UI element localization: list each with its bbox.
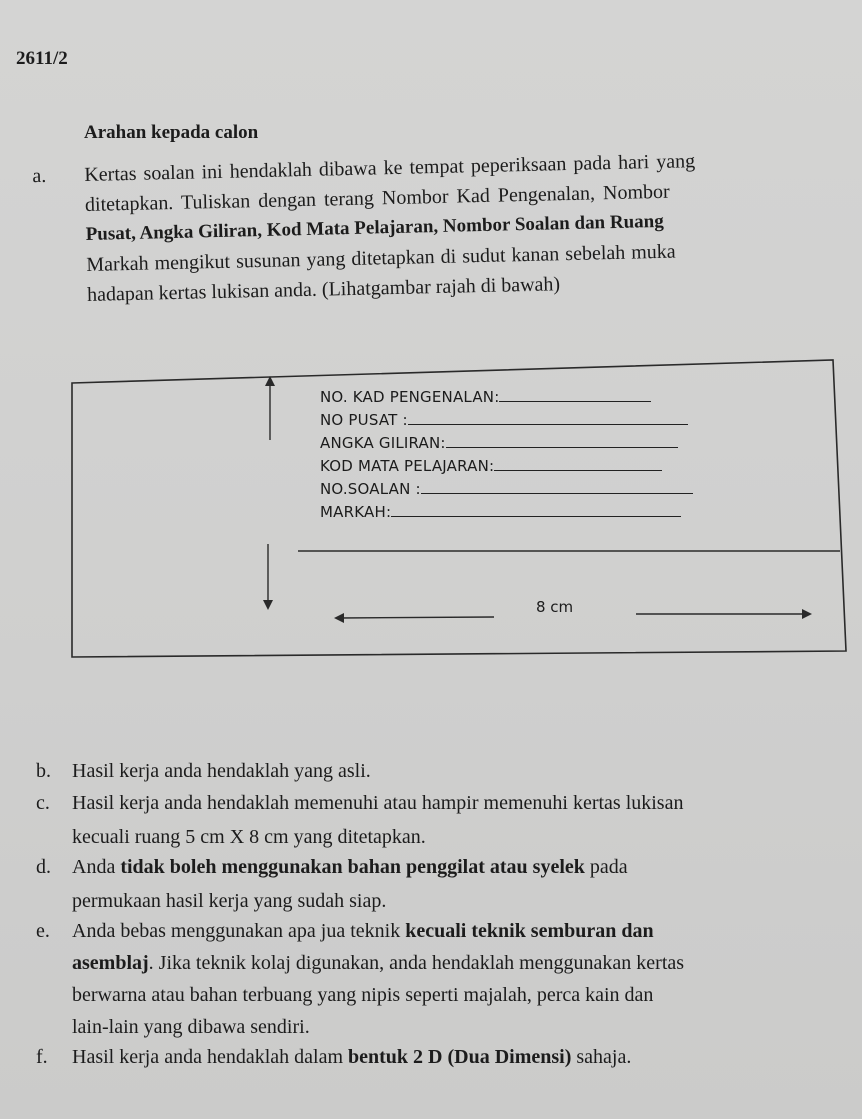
height-arrowhead-down: [263, 600, 273, 610]
instruction-a-line: hadapan kertas lukisan anda. (Lihatgambar rajah di bawah): [86, 273, 561, 306]
instruction-e-line: asemblaj. Jika teknik kolaj digunakan, anda hendaklah menggunakan kertas: [72, 952, 685, 974]
field-angka-giliran: ANGKA GILIRAN:: [320, 434, 678, 452]
instruction-a-line: Markah mengikut susunan yang ditetapkan di sudut kanan sebelah muka: [86, 240, 676, 276]
instruction-e-line: lain-lain yang dibawa sendiri.: [72, 1016, 310, 1038]
instruction-c-line: Hasil kerja anda hendaklah memenuhi atau hampir memenuhi kertas lukisan: [72, 792, 684, 814]
instruction-e-letter: e.: [36, 920, 50, 942]
instruction-b: [36, 756, 812, 786]
instructions-heading: Arahan kepada calon: [84, 122, 259, 143]
width-arrowhead-left: [334, 613, 344, 623]
instruction-f: [36, 1042, 812, 1072]
instruction-f-emphasis: bentuk 2 D (Dua Dimensi): [348, 1046, 572, 1068]
instruction-c-letter: c.: [36, 792, 50, 814]
instruction-c: [36, 788, 812, 852]
instruction-a-line: Pusat, Angka Giliran, Kod Mata Pelajaran, Nombor Soalan dan Ruang: [85, 210, 664, 245]
instruction-d-line: permukaan hasil kerja yang sudah siap.: [72, 890, 387, 912]
instruction-d-letter: d.: [36, 856, 51, 878]
instruction-f-line: Hasil kerja anda hendaklah dalam bentuk 2 D (Dua Dimensi) sahaja.: [72, 1046, 632, 1068]
instruction-b-text: Hasil kerja anda hendaklah yang asli.: [72, 760, 371, 782]
field-no-pusat: NO PUSAT :: [320, 411, 688, 429]
paper-code: 2611/2: [16, 48, 68, 69]
instruction-a-line: ditetapkan. Tuliskan dengan terang Nombor Kad Pengenalan, Nombor: [84, 180, 670, 216]
instruction-f-letter: f.: [36, 1046, 48, 1068]
field-no-soalan: NO.SOALAN :: [320, 480, 693, 498]
instruction-e-line: Anda bebas menggunakan apa jua teknik kecuali teknik semburan dan: [72, 920, 654, 942]
instruction-e-emphasis: asemblaj: [72, 952, 149, 974]
instruction-d-line: Anda tidak boleh menggunakan bahan penggilat atau syelek pada: [72, 856, 628, 878]
instruction-e-line: berwarna atau bahan terbuang yang nipis seperti majalah, perca kain dan: [72, 984, 654, 1006]
instruction-b-letter: b.: [36, 760, 51, 782]
instruction-e: [36, 916, 812, 1042]
instruction-e-emphasis: kecuali teknik semburan dan: [405, 920, 654, 942]
instruction-d: [36, 852, 812, 916]
instruction-a-letter: a.: [32, 164, 47, 188]
width-arrow-left-line: [340, 617, 494, 618]
field-markah: MARKAH:: [320, 503, 681, 521]
width-dimension-label: 8 cm: [536, 598, 574, 616]
instruction-a-line: Kertas soalan ini hendaklah dibawa ke tempat peperiksaan pada hari yang: [84, 150, 696, 186]
field-kod-mata-pelajaran: KOD MATA PELAJARAN:: [320, 457, 662, 475]
instruction-d-emphasis: tidak boleh menggunakan bahan penggilat atau syelek: [120, 856, 585, 878]
width-arrowhead-right: [802, 609, 812, 619]
instruction-c-line: kecuali ruang 5 cm X 8 cm yang ditetapkan.: [72, 826, 426, 848]
field-no-kad-pengenalan: NO. KAD PENGENALAN:: [320, 388, 651, 406]
